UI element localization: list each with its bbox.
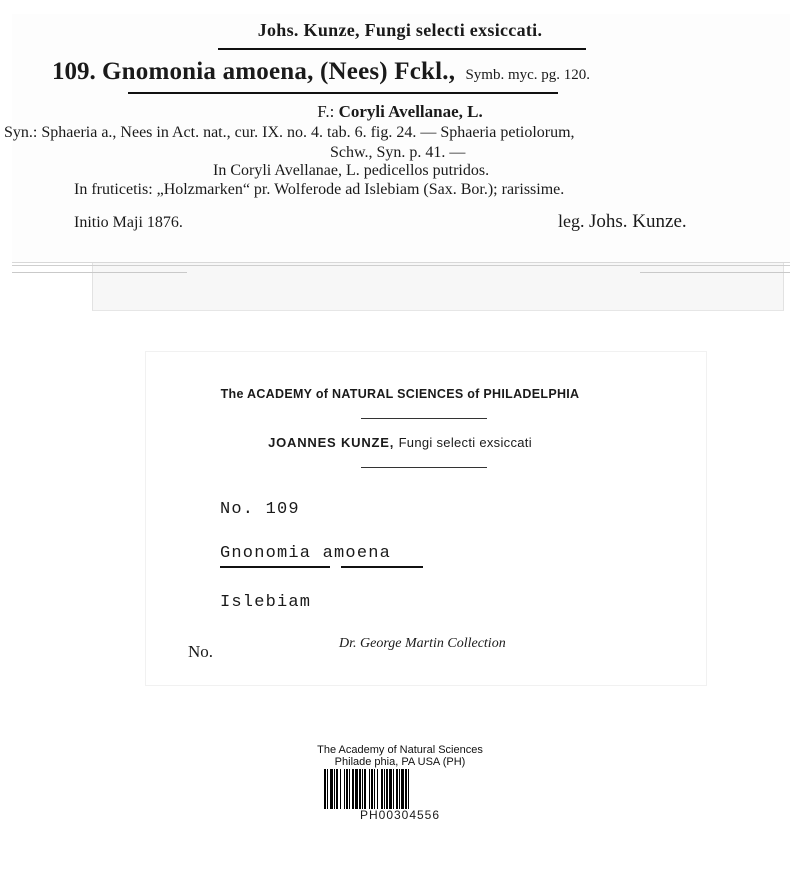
envelope-fold-line — [12, 272, 187, 273]
collection-date: Initio Maji 1876. — [74, 214, 183, 231]
card-no-label: No. — [188, 642, 214, 661]
card-genus: Gnonomia — [220, 544, 312, 563]
host-prefix: F.: — [317, 102, 335, 121]
genus-underline — [220, 566, 330, 568]
host-line — [0, 102, 800, 122]
card-series-line — [0, 435, 800, 450]
card-series-title: Fungi selecti exsiccati — [398, 435, 532, 450]
envelope-flap — [92, 262, 784, 311]
card-taxon — [220, 544, 391, 563]
card-number: No. 109 — [220, 500, 300, 519]
locality-line: In fruticetis: „Holzmarken“ pr. Wolferode ad Islebiam (Sax. Bor.); rarissime. — [74, 181, 565, 198]
card-rule-bottom — [361, 467, 487, 468]
symbol-reference: Symb. myc. pg. 120. — [465, 67, 591, 83]
synonyms-line-2: Schw., Syn. p. 41. — — [330, 144, 466, 161]
species-name: Gnomonia amoena, (Nees) Fckl., — [102, 58, 456, 85]
collection-name: Dr. George Martin Collection — [339, 636, 506, 651]
barcode — [324, 769, 514, 809]
series-title: Johs. Kunze, Fungi selecti exsiccati. — [257, 20, 543, 40]
envelope-fold-line — [640, 272, 790, 273]
card-rule-top — [361, 418, 487, 419]
host-name: Coryli Avellanae, L. — [338, 102, 483, 121]
collector-line — [558, 211, 687, 233]
institution-heading: The ACADEMY of NATURAL SCIENCES of PHILADELPHIA — [220, 387, 580, 401]
barcode-bar — [408, 769, 409, 809]
series-title-underline — [218, 48, 586, 50]
exsiccata-number: 109. — [52, 58, 96, 85]
habitat-line: In Coryli Avellanae, L. pedicellos putridos. — [213, 162, 490, 179]
card-locality: Islebiam — [220, 593, 312, 612]
label-edge — [12, 265, 790, 266]
barcode-institution-line-1: The Academy of Natural Sciences — [317, 744, 483, 756]
species-underline — [128, 92, 558, 94]
card-series-author: JOANNES KUNZE, — [268, 435, 395, 450]
species-heading — [52, 58, 590, 86]
card-epithet: amoena — [322, 544, 392, 563]
epithet-underline — [341, 566, 423, 568]
barcode-institution-line-2: Philade phia, PA USA (PH) — [334, 756, 466, 768]
collector-name: Johs. Kunze. — [589, 211, 687, 232]
barcode-number: PH00304556 — [359, 808, 441, 822]
synonyms-line-1: Syn.: Sphaeria a., Nees in Act. nat., cur. IX. no. 4. tab. 6. fig. 24. — Sphaeria petiolorum, — [4, 124, 575, 141]
collector-prefix: leg. — [558, 211, 585, 231]
